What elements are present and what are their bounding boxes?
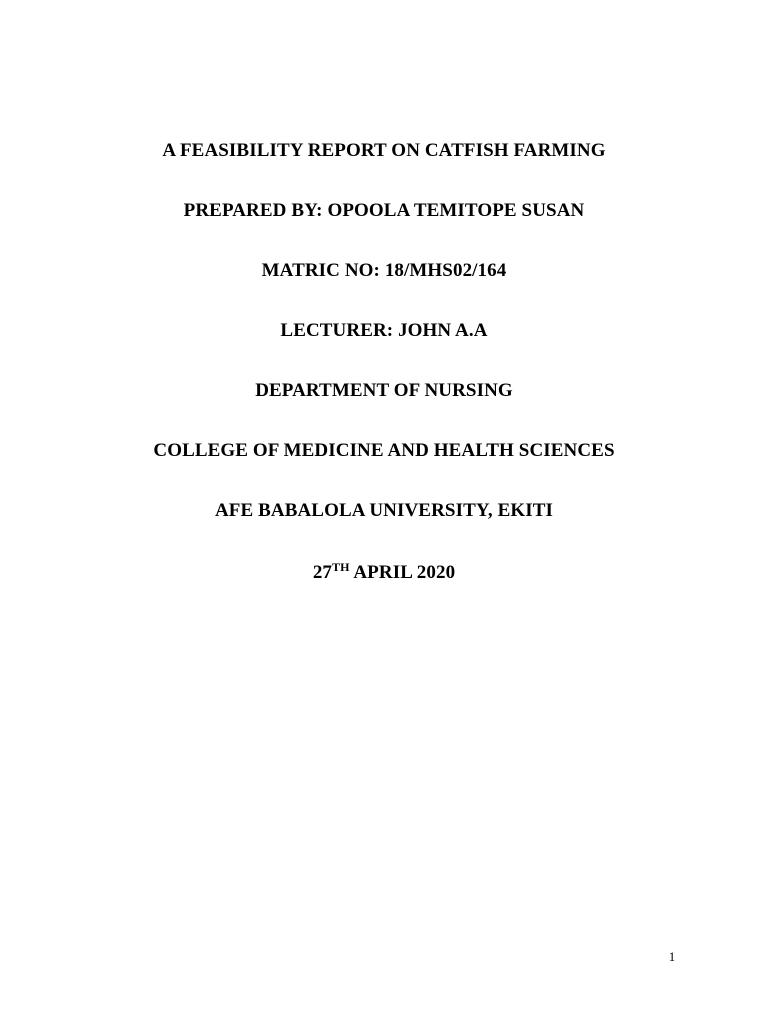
date-day: 27 xyxy=(312,562,333,583)
department: DEPARTMENT OF NURSING xyxy=(255,380,513,401)
report-date xyxy=(0,562,768,584)
report-title: A FEASIBILITY REPORT ON CATFISH FARMING xyxy=(162,140,606,161)
college: COLLEGE OF MEDICINE AND HEALTH SCIENCES xyxy=(153,440,615,461)
university: AFE BABALOLA UNIVERSITY, EKITI xyxy=(214,500,554,521)
lecturer: LECTURER: JOHN A.A xyxy=(280,320,488,341)
prepared-by: PREPARED BY: OPOOLA TEMITOPE SUSAN xyxy=(183,200,585,221)
page-number: 1 xyxy=(668,949,676,964)
matric-number: MATRIC NO: 18/MHS02/164 xyxy=(261,260,507,281)
date-day-suffix: TH xyxy=(332,560,350,574)
date-month-year: APRIL 2020 xyxy=(349,562,456,583)
